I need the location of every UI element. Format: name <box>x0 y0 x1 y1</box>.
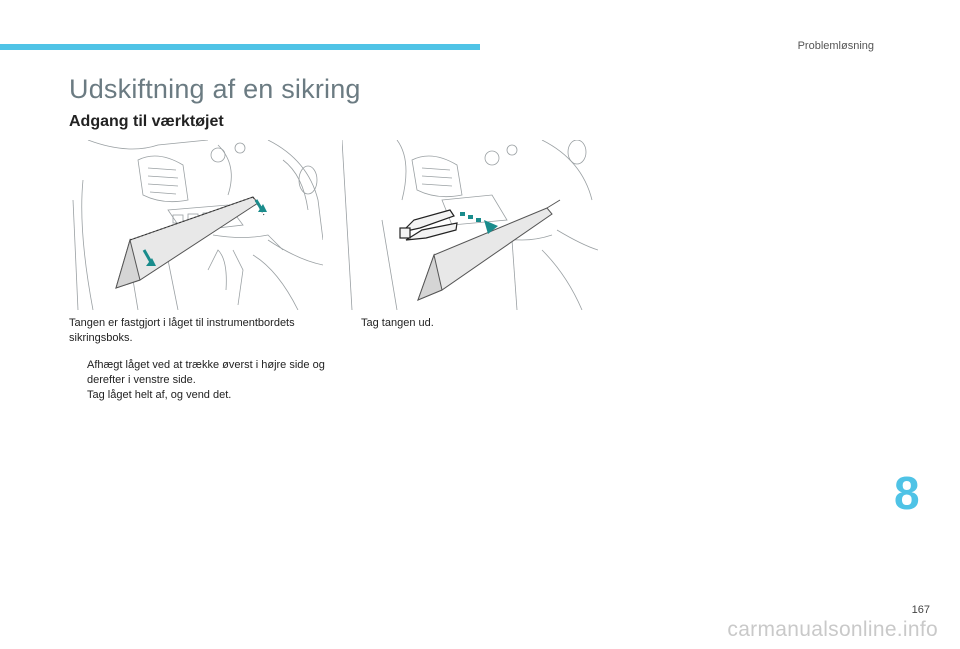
header-accent-bar <box>0 44 480 50</box>
pliers-drawing <box>342 140 598 310</box>
right-instructions <box>343 316 593 331</box>
illustration-remove-cover <box>68 140 323 310</box>
dashboard-cover-drawing <box>68 140 323 310</box>
page-title: Udskiftning af en sikring <box>69 74 361 104</box>
left-instructions <box>69 316 329 403</box>
instruction-text: Afhægt låget ved at trække øverst i højre side og derefter i venstre side. <box>87 359 325 386</box>
illustration-take-pliers <box>342 140 598 310</box>
instruction-step <box>69 358 329 388</box>
instruction-step <box>343 316 593 331</box>
instruction-text: Tag tangen ud. <box>361 317 434 329</box>
instruction-step <box>69 388 329 403</box>
chapter-number: 8 <box>894 467 920 519</box>
page-number: 167 <box>911 604 930 616</box>
pliers <box>400 210 457 240</box>
intro-paragraph: Tangen er fastgjort i låget til instrumentbordets sikringsboks. <box>69 317 295 344</box>
section-subtitle: Adgang til værktøjet <box>69 113 224 130</box>
instruction-text: Tag låget helt af, og vend det. <box>87 389 232 401</box>
watermark: carmanualsonline.info <box>727 618 938 641</box>
section-header: Problemløsning <box>797 40 874 52</box>
